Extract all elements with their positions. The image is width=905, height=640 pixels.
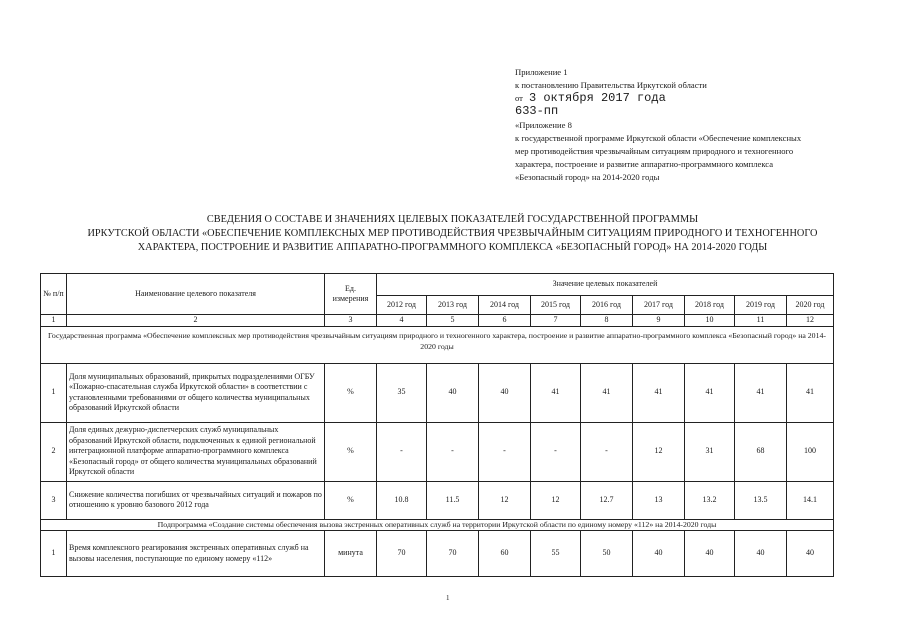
subprogram-title-cell: Подпрограмма «Создание системы обеспечения вызова экстренных оперативных служб на территории Иркутской области по единому номеру «112» на 2014-2020 годы — [41, 519, 834, 531]
indicator-value: 13 — [633, 481, 685, 519]
row-num: 3 — [41, 481, 67, 519]
table-row — [41, 531, 834, 577]
indicator-value: 35 — [377, 363, 427, 422]
indicator-name: Время комплексного реагирования экстренных оперативных служб на вызовы населения, поступающие по единому номеру «112» — [67, 531, 325, 577]
resolution-number: 633-пп — [515, 104, 559, 118]
resolution-date: 3 октября 2017 года — [528, 91, 666, 105]
indicator-value: 11.5 — [427, 481, 479, 519]
indicator-value: 40 — [479, 363, 531, 422]
appendix-8-description: к государственной программе Иркутской области «Обеспечение комплексных мер противодействия чрезвычайным ситуациям природного и техногенного характера, построение и развитие аппаратно-программного комплекса «Безопасный город» на 2014-2020 годы — [515, 133, 802, 182]
column-number: 4 — [377, 315, 427, 327]
indicator-value: 41 — [581, 363, 633, 422]
header-num: № п/п — [41, 274, 67, 315]
header-year: 2019 год — [735, 296, 787, 315]
column-number: 1 — [41, 315, 67, 327]
table-row — [41, 481, 834, 519]
table-row — [41, 422, 834, 481]
indicator-value: 55 — [531, 531, 581, 577]
column-number: 6 — [479, 315, 531, 327]
header-year: 2016 год — [581, 296, 633, 315]
indicator-value: 13.2 — [685, 481, 735, 519]
indicator-value: 70 — [427, 531, 479, 577]
indicator-value: 12.7 — [581, 481, 633, 519]
indicator-value: 40 — [735, 531, 787, 577]
column-number-row — [41, 315, 834, 327]
table-row — [41, 363, 834, 422]
title-line-2: ИРКУТСКОЙ ОБЛАСТИ «ОБЕСПЕЧЕНИЕ КОМПЛЕКСНЫХ МЕР ПРОТИВОДЕЙСТВИЯ ЧРЕЗВЫЧАЙНЫМ СИТУАЦИЯМ ПРИРОДНОГО И ТЕХНОГЕННОГО — [87, 228, 818, 239]
header-year: 2015 год — [531, 296, 581, 315]
indicator-unit: минута — [325, 531, 377, 577]
indicator-unit: % — [325, 363, 377, 422]
title-line-3: ХАРАКТЕРА, ПОСТРОЕНИЕ И РАЗВИТИЕ АППАРАТНО-ПРОГРАММНОГО КОМПЛЕКСА «БЕЗОПАСНЫЙ ГОРОД» НА 2014-2020 ГОДЫ — [137, 242, 768, 253]
indicator-value: - — [427, 422, 479, 481]
indicator-value: 12 — [531, 481, 581, 519]
column-number: 7 — [531, 315, 581, 327]
header-year: 2020 год — [787, 296, 834, 315]
indicator-value: 40 — [787, 531, 834, 577]
appendix-title: Приложение 1 — [515, 67, 568, 77]
indicator-value: 14.1 — [787, 481, 834, 519]
indicator-value: 100 — [787, 422, 834, 481]
indicator-value: 13.5 — [735, 481, 787, 519]
indicator-value: - — [581, 422, 633, 481]
header-name: Наименование целевого показателя — [67, 274, 325, 315]
indicator-value: 40 — [427, 363, 479, 422]
indicator-value: 41 — [735, 363, 787, 422]
indicator-value: - — [377, 422, 427, 481]
program-section-row — [41, 326, 834, 363]
indicator-value: 68 — [735, 422, 787, 481]
indicator-value: - — [531, 422, 581, 481]
indicator-value: 41 — [685, 363, 735, 422]
indicator-unit: % — [325, 481, 377, 519]
header-year: 2018 год — [685, 296, 735, 315]
indicator-value: 40 — [685, 531, 735, 577]
header-unit: Ед. измерения — [325, 274, 377, 315]
indicator-value: 12 — [633, 422, 685, 481]
indicators-table — [40, 273, 834, 577]
indicator-value: 41 — [633, 363, 685, 422]
indicator-value: 12 — [479, 481, 531, 519]
header-year: 2017 год — [633, 296, 685, 315]
column-number: 12 — [787, 315, 834, 327]
subprogram-section-row — [41, 519, 834, 531]
indicator-name: Доля единых дежурно-диспетчерских служб муниципальных образований Иркутской области, подключенных к единой региональной интеграционной платформе аппаратно-программного комплекса «Безопасный город» от общего количества муниципальных образований Иркутской области — [67, 422, 325, 481]
indicator-value: 70 — [377, 531, 427, 577]
title-line-1: СВЕДЕНИЯ О СОСТАВЕ И ЗНАЧЕНИЯХ ЦЕЛЕВЫХ ПОКАЗАТЕЛЕЙ ГОСУДАРСТВЕННОЙ ПРОГРАММЫ — [206, 214, 699, 225]
indicator-value: 50 — [581, 531, 633, 577]
row-num: 1 — [41, 531, 67, 577]
appendix-8-title: «Приложение 8 — [515, 120, 572, 130]
header-year: 2013 год — [427, 296, 479, 315]
column-number: 11 — [735, 315, 787, 327]
column-number: 10 — [685, 315, 735, 327]
column-number: 5 — [427, 315, 479, 327]
column-number: 9 — [633, 315, 685, 327]
header-year: 2012 год — [377, 296, 427, 315]
header-row-1 — [41, 274, 834, 296]
indicator-name: Снижение количества погибших от чрезвычайных ситуаций и пожаров по отношению к уровню базового 2012 года — [67, 481, 325, 519]
appendix-block — [515, 66, 815, 184]
indicator-value: 40 — [633, 531, 685, 577]
indicator-name: Доля муниципальных образований, прикрытых подразделениями ОГБУ «Пожарно-спасательная служба Иркутской области» в соответствии с установленными требованиями от общего количества муниципальных образований Иркутской области — [67, 363, 325, 422]
indicator-value: 60 — [479, 531, 531, 577]
indicator-unit: % — [325, 422, 377, 481]
column-number: 3 — [325, 315, 377, 327]
row-num: 1 — [41, 363, 67, 422]
document-title — [20, 213, 885, 255]
header-values-group: Значение целевых показателей — [377, 274, 834, 296]
page-number: 1 — [446, 594, 450, 602]
indicator-value: 31 — [685, 422, 735, 481]
column-number: 2 — [67, 315, 325, 327]
indicator-value: 41 — [531, 363, 581, 422]
program-title-cell: Государственная программа «Обеспечение комплексных мер противодействия чрезвычайным ситуациям природного и техногенного характера, построение и развитие аппаратно-программного комплекса «Безопасный город» на 2014-2020 годы — [41, 326, 834, 363]
indicator-value: - — [479, 422, 531, 481]
row-num: 2 — [41, 422, 67, 481]
indicator-value: 41 — [787, 363, 834, 422]
indicator-value: 10.8 — [377, 481, 427, 519]
resolution-date-prefix: от — [515, 93, 523, 103]
header-year: 2014 год — [479, 296, 531, 315]
column-number: 8 — [581, 315, 633, 327]
resolution-date-line — [515, 92, 815, 105]
appendix-resolution-ref: к постановлению Правительства Иркутской области — [515, 80, 707, 90]
